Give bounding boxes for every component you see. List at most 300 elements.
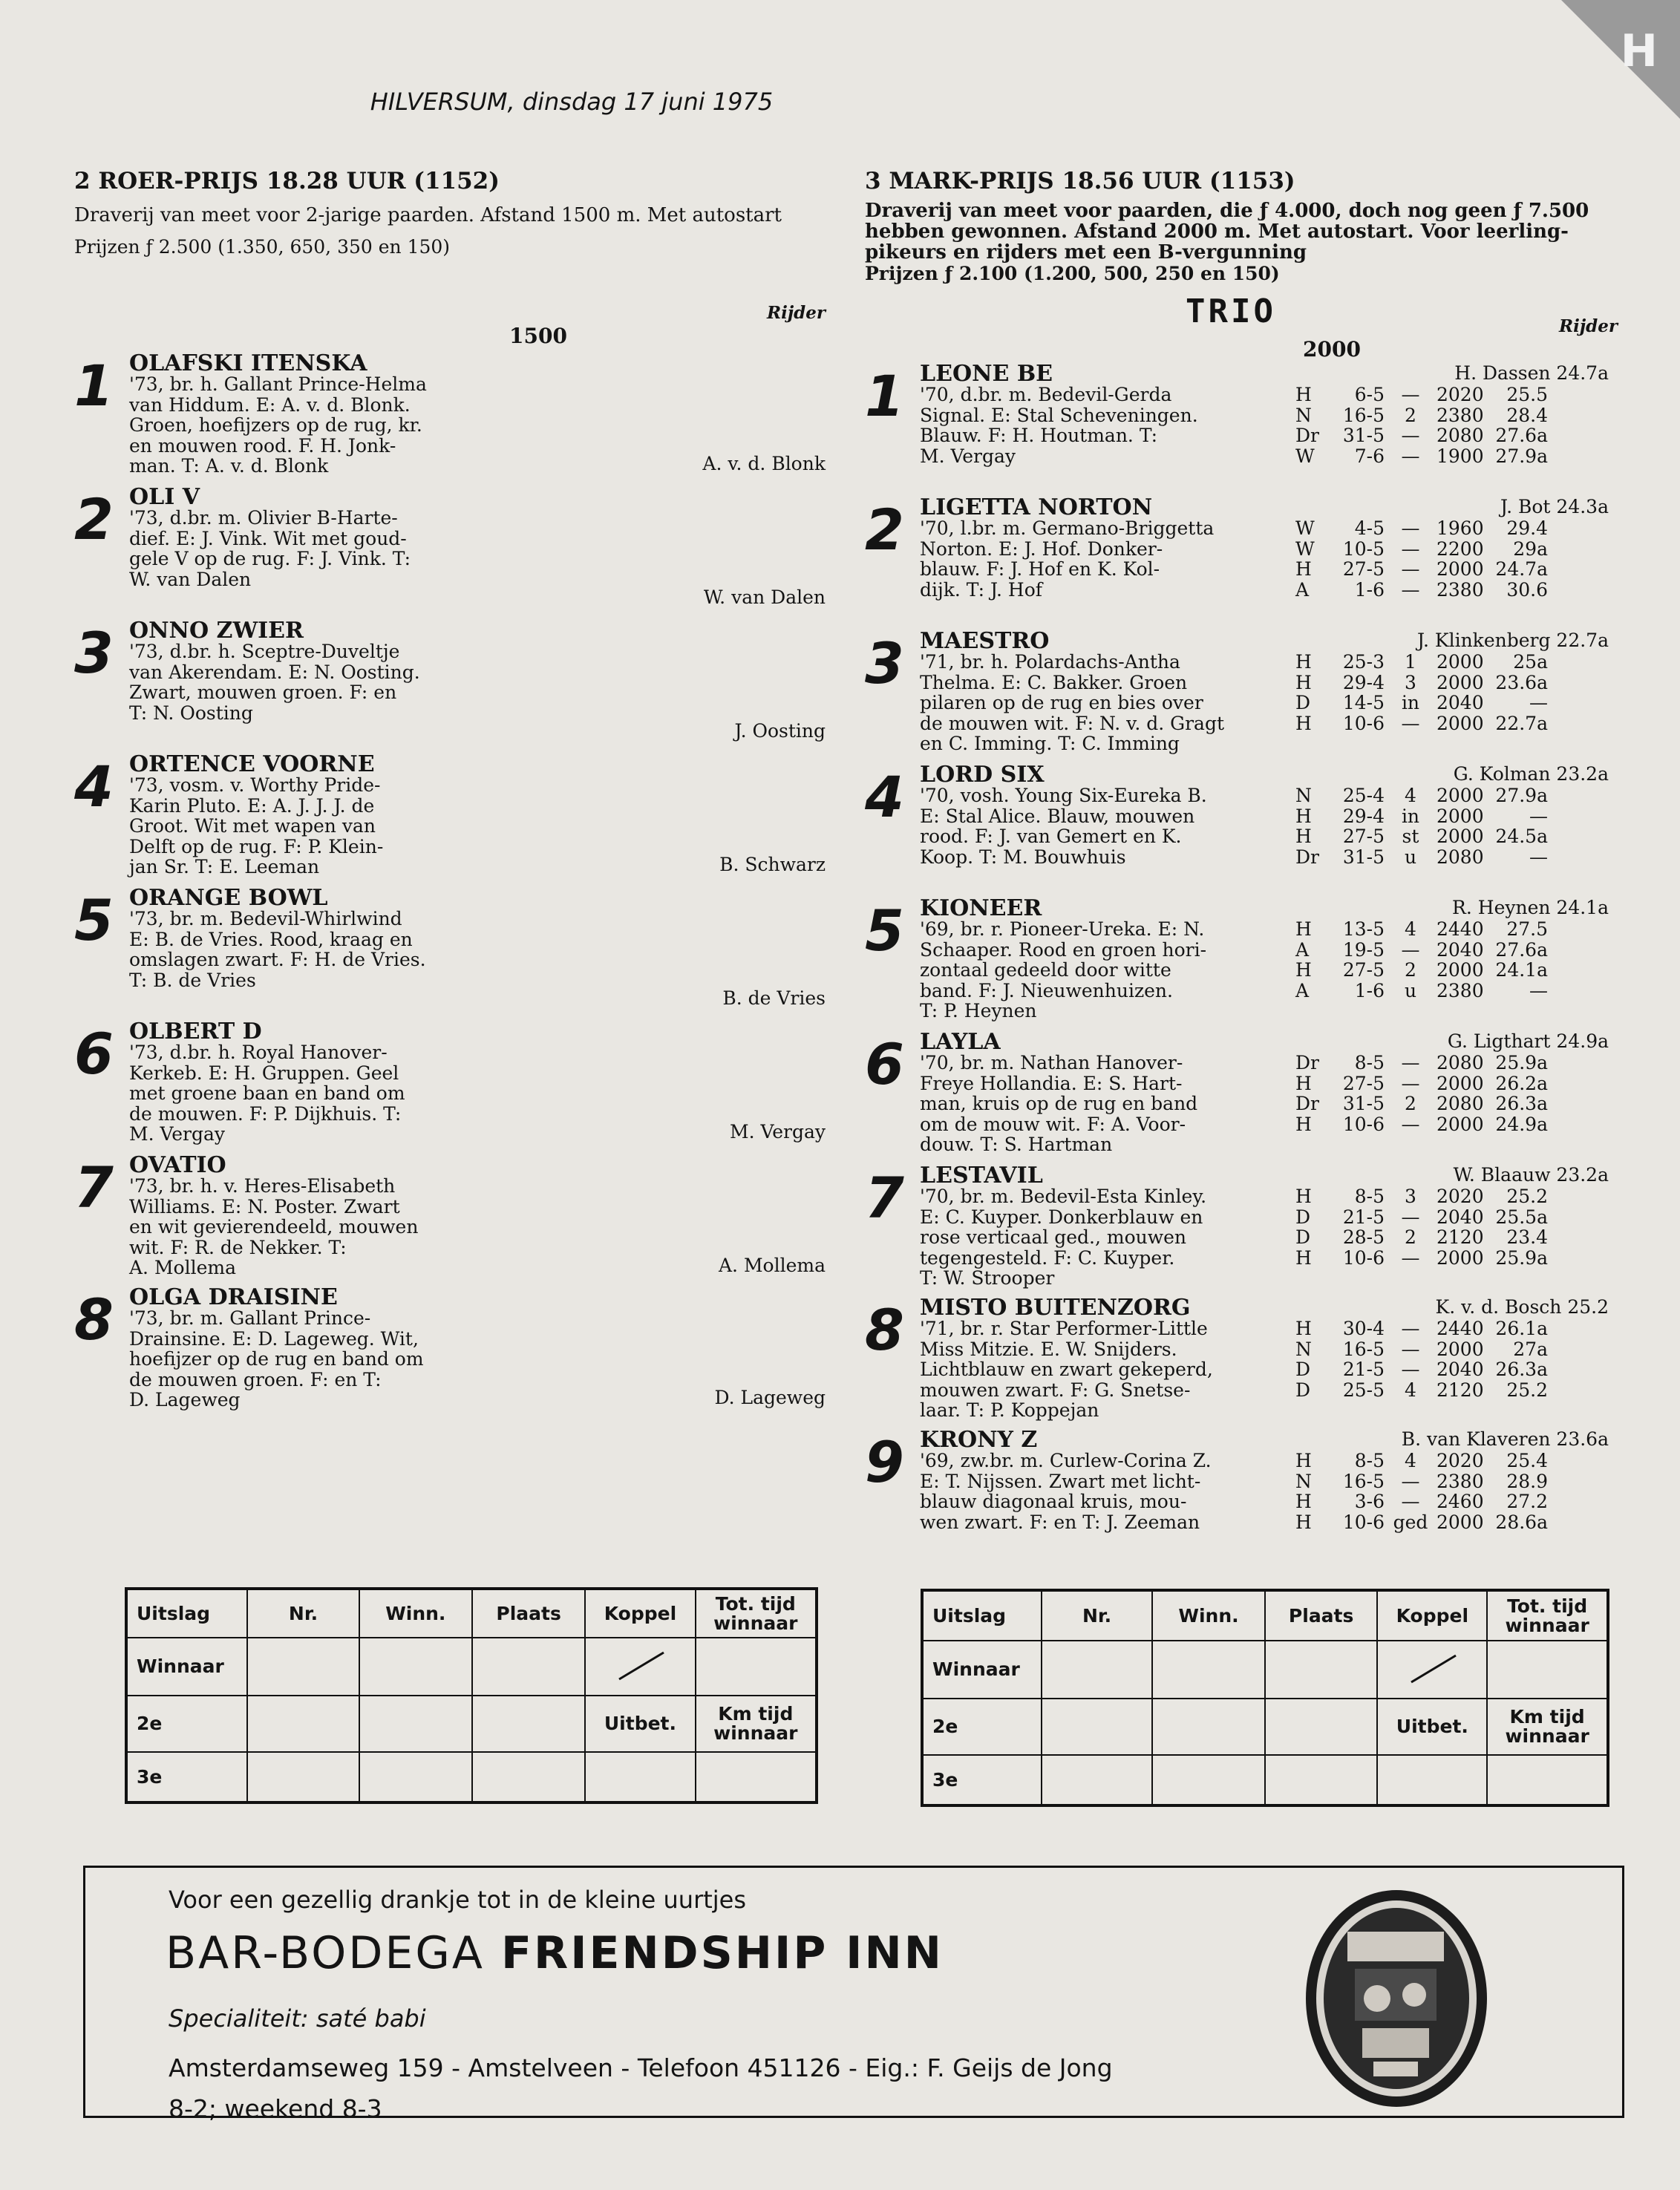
result-cell: W: [1295, 445, 1315, 467]
rider-name: J. Oosting: [734, 720, 826, 742]
result-cell: —: [1401, 445, 1420, 467]
past-results: [1295, 785, 1548, 867]
result-cell: 8-5: [1354, 1450, 1385, 1471]
result-cell: D: [1295, 1359, 1311, 1380]
result-cell: 24.9a: [1495, 1113, 1548, 1135]
result-cell: 3: [1405, 671, 1416, 693]
result-cell: 25a: [1513, 651, 1548, 673]
cell[interactable]: [472, 1696, 585, 1752]
race-3-distance: 2000: [1303, 337, 1361, 362]
result-cell: N: [1295, 1470, 1312, 1492]
result-row: [1295, 673, 1548, 693]
horse-details: '70, vosh. Young Six-Eureka B. E: Stal Alice. Blauw, mouwen rood. F: J. van Gemert en K. Koop. T: M. Bouwhuis: [920, 785, 1207, 868]
result-cell: 14-5: [1342, 692, 1385, 713]
result-cell: 2120: [1437, 1379, 1484, 1401]
past-results: [1295, 1451, 1548, 1532]
horse-details: '70, br. m. Nathan Hanover- Freye Hollandia. E: S. Hart- man, kruis op de rug en band om de mouw wit. F: A. Voor- douw. T: S. Hartman: [920, 1052, 1198, 1155]
col-koppel: Koppel: [1377, 1590, 1487, 1641]
race-2-rider-header: Rijder: [766, 303, 826, 323]
result-cell: 6-5: [1354, 384, 1385, 405]
result-cell: 2000: [1437, 1246, 1484, 1269]
result-cell: 28.9: [1506, 1470, 1548, 1492]
row-3e: 3e: [126, 1752, 247, 1802]
col-plaats: Plaats: [1265, 1590, 1378, 1641]
horse-name: ORANGE BOWL: [129, 885, 328, 911]
rider-name: A. v. d. Blonk: [702, 453, 826, 474]
race-2-distance: 1500: [509, 324, 567, 348]
result-cell: 26.3a: [1495, 1359, 1548, 1380]
result-row: [1295, 960, 1548, 981]
trainer-record: K. v. d. Bosch 25.2: [1435, 1296, 1609, 1318]
uitbet-label: Uitbet.: [585, 1696, 695, 1752]
cell[interactable]: [359, 1638, 472, 1696]
horse-name: OLI V: [129, 484, 200, 510]
result-cell: H: [1295, 918, 1312, 940]
result-row: [1295, 405, 1548, 426]
result-cell: 27-5: [1342, 558, 1385, 580]
result-cell: u: [1404, 846, 1417, 868]
col-nr: Nr.: [247, 1589, 359, 1638]
horse-details: '73, d.br. h. Sceptre-Duveltje van Akerendam. E: N. Oosting. Zwart, mouwen groen. F: en T: N. Oosting: [129, 641, 420, 724]
result-cell: 25.2: [1506, 1379, 1548, 1401]
cell[interactable]: [1042, 1699, 1152, 1755]
result-cell: 2000: [1437, 1338, 1484, 1360]
horse-name: MISTO BUITENZORG: [920, 1295, 1191, 1321]
cell[interactable]: [1265, 1755, 1378, 1805]
result-cell: 2000: [1437, 785, 1484, 806]
result-cell: 2380: [1437, 1470, 1484, 1492]
result-row: [1295, 425, 1548, 446]
result-cell: 25-4: [1342, 785, 1385, 806]
entry-number: 8: [865, 1297, 904, 1363]
horse-name: LORD SIX: [920, 762, 1045, 788]
trainer-record: H. Dassen 24.7a: [1454, 362, 1609, 384]
result-cell: 1: [1405, 651, 1416, 673]
result-cell: 2440: [1437, 1318, 1484, 1339]
km-tijd-label: Km tijd winnaar: [1487, 1699, 1608, 1755]
result-cell: 8-5: [1354, 1052, 1385, 1073]
result-row: [1295, 580, 1548, 601]
result-cell: Dr: [1295, 1093, 1319, 1114]
ad-specialty: Specialiteit: saté babi: [169, 2004, 426, 2033]
entry-number: 7: [865, 1165, 904, 1231]
race-3-column: [865, 168, 1618, 1533]
result-cell: 27.5: [1506, 918, 1548, 940]
horse-name: OVATIO: [129, 1152, 226, 1178]
ad-business-name: [166, 1927, 944, 1979]
result-cell: H: [1295, 1113, 1312, 1135]
result-cell: 1-6: [1354, 578, 1385, 601]
result-cell: N: [1295, 404, 1312, 426]
result-cell: 7-6: [1354, 445, 1385, 467]
result-cell: 2000: [1437, 671, 1484, 693]
result-cell: 2000: [1437, 558, 1484, 580]
rider-name: M. Vergay: [729, 1121, 826, 1143]
result-cell: H: [1295, 1491, 1312, 1512]
cell[interactable]: [1042, 1755, 1152, 1805]
result-cell: 2040: [1437, 1359, 1484, 1380]
result-cell: 27.9a: [1495, 445, 1548, 467]
result-cell: 2: [1405, 1226, 1416, 1248]
result-cell: —: [1401, 1206, 1420, 1228]
result-cell: 2: [1405, 404, 1416, 426]
rider-name: B. Schwarz: [719, 854, 826, 875]
result-cell: 16-5: [1342, 1338, 1385, 1360]
horse-details: '70, br. m. Bedevil-Esta Kinley. E: C. Kuyper. Donkerblauw en rose verticaal ged., mouwen tegengesteld. F: C. Kuyper. T: W. Strooper: [920, 1186, 1207, 1289]
horse-details: '70, d.br. m. Bedevil-Gerda Signal. E: Stal Scheveningen. Blauw. F: H. Houtman. T: M. Vergay: [920, 384, 1198, 467]
result-cell: ged: [1393, 1511, 1428, 1533]
result-cell: N: [1295, 785, 1312, 806]
result-cell: Dr: [1295, 846, 1319, 868]
col-uitslag: Uitslag: [126, 1589, 247, 1638]
result-cell: 10-6: [1342, 1113, 1385, 1135]
entry-number: 1: [865, 363, 904, 429]
result-cell: 25.2: [1506, 1186, 1548, 1207]
trainer-record: G. Ligthart 24.9a: [1447, 1030, 1609, 1052]
result-cell: 4: [1405, 785, 1416, 806]
entry-number: 4: [74, 754, 114, 820]
result-cell: 1960: [1437, 517, 1484, 539]
race-3-description: Draverij van meet voor paarden, die ƒ 4.000, doch nog geen ƒ 7.500 hebben gewonnen. Afstand 2000 m. Met autostart. Voor leerling-pikeurs en rijders met een B-vergunning: [865, 200, 1589, 264]
result-cell: 16-5: [1342, 1470, 1385, 1492]
result-cell: H: [1295, 384, 1312, 405]
result-cell: 3: [1405, 1186, 1416, 1207]
result-cell: 2000: [1437, 1113, 1484, 1135]
result-row: [1295, 806, 1548, 827]
result-table-race-2: [125, 1587, 818, 1804]
result-cell: —: [1401, 537, 1420, 560]
result-cell: 25.9a: [1495, 1052, 1548, 1073]
rider-name: B. de Vries: [722, 987, 826, 1009]
cell[interactable]: [1042, 1641, 1152, 1699]
result-row: [1295, 847, 1548, 868]
result-cell: 2000: [1437, 959, 1484, 981]
result-cell: 30.6: [1506, 578, 1548, 601]
entry-number: 3: [74, 620, 114, 686]
horse-name: ONNO ZWIER: [129, 618, 304, 644]
result-cell: 2000: [1437, 1511, 1484, 1533]
result-row: [1295, 1186, 1548, 1207]
horse-details: '71, br. r. Star Performer-Little Miss Mitzie. E. W. Snijders. Lichtblauw en zwart gekeperd, mouwen zwart. F: G. Snetse- laar. T: P. Koppejan: [920, 1318, 1213, 1421]
horse-details: '69, br. r. Pioneer-Ureka. E: N. Schaaper. Rood en groen hori- zontaal gedeeld door witte band. F: J. Nieuwenhuizen. T: P. Heynen: [920, 918, 1207, 1022]
horse-name: ORTENCE VOORNE: [129, 751, 375, 777]
col-tot-tijd: Tot. tijd winnaar: [696, 1589, 817, 1638]
result-row: [1295, 1318, 1548, 1339]
cell[interactable]: [472, 1752, 585, 1802]
result-cell: Dr: [1295, 1052, 1319, 1073]
cell[interactable]: [1487, 1641, 1608, 1699]
diagonal-cell: [1377, 1641, 1487, 1699]
result-cell: 2460: [1437, 1491, 1484, 1512]
result-cell: 1-6: [1354, 979, 1385, 1001]
cell[interactable]: [472, 1638, 585, 1696]
result-cell: 2: [1405, 1093, 1416, 1114]
result-cell: D: [1295, 692, 1311, 713]
entry-number: 5: [865, 898, 904, 964]
entry-number: 1: [74, 353, 114, 419]
diagonal-cell: [585, 1638, 695, 1696]
cell[interactable]: [1265, 1699, 1378, 1755]
result-cell: 28.6a: [1495, 1511, 1548, 1533]
result-cell: 4: [1405, 918, 1416, 940]
result-cell: 2380: [1437, 578, 1484, 601]
result-cell: 2020: [1437, 384, 1484, 405]
result-cell: D: [1295, 1206, 1311, 1228]
result-cell: 24.7a: [1495, 558, 1548, 580]
past-results: [1295, 385, 1548, 466]
past-results: [1295, 919, 1548, 1001]
result-cell: 29.4: [1506, 517, 1548, 539]
result-cell: 31-5: [1342, 846, 1385, 868]
result-cell: 4-5: [1354, 517, 1385, 539]
row-3e: 3e: [922, 1755, 1042, 1805]
race-3-title: 3 MARK-PRIJS 18.56 UUR (1153): [865, 168, 1295, 195]
col-nr: Nr.: [1042, 1590, 1152, 1641]
past-results: [1295, 652, 1548, 733]
result-row: [1295, 1073, 1548, 1094]
result-cell: 31-5: [1342, 1093, 1385, 1114]
ad-name-light: BAR-BODEGA: [166, 1927, 485, 1979]
result-cell: —: [1401, 517, 1420, 539]
result-cell: 26.2a: [1495, 1072, 1548, 1094]
horse-name: KIONEER: [920, 895, 1042, 921]
cell[interactable]: [247, 1696, 359, 1752]
result-row: [1295, 1227, 1548, 1248]
entry-number: 8: [74, 1287, 114, 1353]
result-cell: u: [1404, 979, 1417, 1001]
result-cell: H: [1295, 1186, 1312, 1207]
entry-number: 2: [865, 497, 904, 563]
cell[interactable]: [696, 1638, 817, 1696]
result-cell: 27a: [1513, 1338, 1548, 1360]
result-cell: W: [1295, 537, 1315, 560]
result-cell: —: [1529, 805, 1548, 827]
result-row: [1295, 1471, 1548, 1492]
row-2e: 2e: [922, 1699, 1042, 1755]
result-cell: 16-5: [1342, 404, 1385, 426]
result-cell: —: [1401, 558, 1420, 580]
cell[interactable]: [1152, 1755, 1265, 1805]
result-cell: 2000: [1437, 651, 1484, 673]
trio-label: TRIO: [1186, 292, 1276, 330]
result-row: [1295, 1248, 1548, 1269]
result-cell: —: [1401, 1338, 1420, 1360]
race-2-title: 2 ROER-PRIJS 18.28 UUR (1152): [74, 168, 500, 195]
result-row: [1295, 713, 1548, 734]
result-row: [1295, 1094, 1548, 1114]
entry-number: 3: [865, 630, 904, 696]
result-row: [1295, 1114, 1548, 1135]
cell[interactable]: [1487, 1755, 1608, 1805]
entry-number: 4: [865, 764, 904, 830]
horse-name: OLBERT D: [129, 1019, 262, 1045]
result-cell: —: [1401, 938, 1420, 961]
result-cell: 25-3: [1342, 651, 1385, 673]
result-cell: 27-5: [1342, 1072, 1385, 1094]
result-cell: 2000: [1437, 712, 1484, 734]
result-cell: 25.9a: [1495, 1246, 1548, 1269]
result-cell: 19-5: [1342, 938, 1385, 961]
cell[interactable]: [247, 1752, 359, 1802]
result-cell: H: [1295, 805, 1312, 827]
result-cell: D: [1295, 1379, 1311, 1401]
result-cell: H: [1295, 1318, 1312, 1339]
horse-details: '71, br. h. Polardachs-Antha Thelma. E: C. Bakker. Groen pilaren op de rug en bies over de mouwen wit. F: N. v. d. Gragt en C. Imming. T: C. Imming: [920, 651, 1224, 754]
trainer-record: W. Blaauw 23.2a: [1453, 1164, 1609, 1186]
result-cell: —: [1401, 1491, 1420, 1512]
entry-number: 2: [74, 486, 114, 552]
result-row: [1295, 385, 1548, 405]
result-cell: —: [1401, 712, 1420, 734]
result-cell: 2000: [1437, 805, 1484, 827]
trainer-record: J. Bot 24.3a: [1500, 496, 1609, 517]
row-winnaar: Winnaar: [922, 1641, 1042, 1699]
result-cell: 2000: [1437, 826, 1484, 847]
entry-number: 6: [865, 1031, 904, 1097]
result-cell: in: [1401, 805, 1420, 827]
result-cell: 23.6a: [1495, 671, 1548, 693]
result-row: [1295, 693, 1548, 713]
horse-name: LAYLA: [920, 1029, 1001, 1055]
result-cell: 29a: [1513, 537, 1548, 560]
race-2-description: Draverij van meet voor 2-jarige paarden. Afstand 1500 m. Met autostart: [74, 204, 782, 226]
horse-details: '73, br. h. v. Heres-Elisabeth Williams. E: N. Poster. Zwart en wit gevierendeeld, mouwen wit. F: R. de Nekker. T: A. Mollema: [129, 1175, 419, 1278]
horse-details: '73, vosm. v. Worthy Pride- Karin Pluto. E: A. J. J. J. de Groot. Wit met wapen van Delft op de rug. F: P. Klein- jan Sr. T: E. Leeman: [129, 774, 384, 877]
result-cell: 23.4: [1506, 1226, 1548, 1248]
horse-details: '73, br. m. Bedevil-Whirlwind E: B. de Vries. Rood, kraag en omslagen zwart. F: H. de Vries. T: B. de Vries: [129, 908, 426, 991]
result-row: [1295, 981, 1548, 1001]
race-2-prizes: Prijzen ƒ 2.500 (1.350, 650, 350 en 150): [74, 236, 451, 258]
col-uitslag: Uitslag: [922, 1590, 1042, 1641]
result-cell: 27.6a: [1495, 938, 1548, 961]
result-cell: H: [1295, 651, 1312, 673]
cell[interactable]: [1152, 1641, 1265, 1699]
ad-address: Amsterdamseweg 159 - Amstelveen - Telefoon 451126 - Eig.: F. Geijs de Jong: [169, 2053, 1113, 2082]
result-cell: 4: [1405, 1450, 1416, 1471]
cell[interactable]: [359, 1752, 472, 1802]
result-cell: 30-4: [1342, 1318, 1385, 1339]
result-cell: 21-5: [1342, 1206, 1385, 1228]
result-cell: 27.9a: [1495, 785, 1548, 806]
result-cell: H: [1295, 826, 1312, 847]
race-3-prizes: Prijzen ƒ 2.100 (1.200, 500, 250 en 150): [865, 263, 1280, 284]
result-cell: 2040: [1437, 938, 1484, 961]
result-cell: —: [1529, 846, 1548, 868]
result-row: [1295, 559, 1548, 580]
result-cell: H: [1295, 959, 1312, 981]
result-row: [1295, 1359, 1548, 1380]
result-cell: 4: [1405, 1379, 1416, 1401]
col-winn: Winn.: [1152, 1590, 1265, 1641]
result-cell: 26.3a: [1495, 1093, 1548, 1114]
trainer-record: G. Kolman 23.2a: [1453, 763, 1609, 785]
result-cell: 25-5: [1342, 1379, 1385, 1401]
col-koppel: Koppel: [585, 1589, 695, 1638]
result-row: [1295, 919, 1548, 940]
result-cell: 25.5a: [1495, 1206, 1548, 1228]
ad-name-bold: FRIENDSHIP INN: [501, 1927, 944, 1979]
horse-name: MAESTRO: [920, 628, 1050, 654]
result-cell: H: [1295, 1246, 1312, 1269]
row-winnaar: Winnaar: [126, 1638, 247, 1696]
result-row: [1295, 1451, 1548, 1471]
horse-details: '69, zw.br. m. Curlew-Corina Z. E: T. Nijssen. Zwart met licht- blauw diagonaal kruis, mou- wen zwart. F: en T: J. Zeeman: [920, 1450, 1212, 1533]
horse-name: OLAFSKI ITENSKA: [129, 350, 367, 376]
result-cell: —: [1401, 384, 1420, 405]
result-cell: —: [1401, 1072, 1420, 1094]
cell[interactable]: [1152, 1699, 1265, 1755]
entry-number: 6: [74, 1021, 114, 1087]
ad-hours: 8-2; weekend 8-3: [169, 2094, 382, 2123]
cell[interactable]: [359, 1696, 472, 1752]
horse-name: LESTAVIL: [920, 1163, 1043, 1189]
past-results: [1295, 1053, 1548, 1134]
cell[interactable]: [696, 1752, 817, 1802]
race-3-rider-header: Rijder: [1558, 316, 1618, 336]
entry-number: 9: [865, 1429, 904, 1495]
result-cell: st: [1402, 826, 1419, 847]
horse-name: LEONE BE: [920, 361, 1053, 387]
tavern-seal-icon: [1303, 1887, 1490, 2110]
result-table-race-3: [921, 1589, 1609, 1807]
result-cell: H: [1295, 558, 1312, 580]
result-cell: 22.7a: [1495, 712, 1548, 734]
result-cell: 1900: [1437, 445, 1484, 467]
trainer-record: R. Heynen 24.1a: [1452, 897, 1609, 918]
result-cell: 2200: [1437, 537, 1484, 560]
result-cell: D: [1295, 1226, 1311, 1248]
col-tot-tijd: Tot. tijd winnaar: [1487, 1590, 1608, 1641]
result-cell: H: [1295, 1511, 1312, 1533]
past-results: [1295, 1318, 1548, 1400]
cell[interactable]: [1265, 1641, 1378, 1699]
result-cell: 13-5: [1342, 918, 1385, 940]
cell[interactable]: [585, 1752, 695, 1802]
result-cell: 10-6: [1342, 1511, 1385, 1533]
result-cell: —: [1401, 1318, 1420, 1339]
cell[interactable]: [247, 1638, 359, 1696]
rider-name: W. van Dalen: [703, 586, 826, 608]
entry-number: 5: [74, 887, 114, 953]
result-row: [1295, 1380, 1548, 1401]
result-cell: 26.1a: [1495, 1318, 1548, 1339]
result-cell: H: [1295, 671, 1312, 693]
result-row: [1295, 1053, 1548, 1073]
advertisement: [83, 1866, 1624, 2123]
result-cell: 2040: [1437, 692, 1484, 713]
col-winn: Winn.: [359, 1589, 472, 1638]
page-header: HILVERSUM, dinsdag 17 juni 1975: [370, 88, 774, 116]
result-row: [1295, 652, 1548, 673]
result-cell: 29-4: [1342, 671, 1385, 693]
result-cell: 2080: [1437, 1093, 1484, 1114]
corner-letter: H: [1620, 25, 1658, 77]
result-cell: 2120: [1437, 1226, 1484, 1248]
horse-details: '73, d.br. m. Olivier B-Harte- dief. E: J. Vink. Wit met goud- gele V op de rug. F: J. Vink. T: W. van Dalen: [129, 507, 411, 590]
result-cell: —: [1401, 1246, 1420, 1269]
result-cell: 24.1a: [1495, 959, 1548, 981]
result-cell: 2380: [1437, 979, 1484, 1001]
cell[interactable]: [1377, 1755, 1487, 1805]
result-cell: 8-5: [1354, 1186, 1385, 1207]
ad-intro: Voor een gezellig drankje tot in de kleine uurtjes: [169, 1886, 747, 1914]
result-cell: 10-6: [1342, 1246, 1385, 1269]
result-row: [1295, 1339, 1548, 1360]
result-cell: A: [1295, 979, 1310, 1001]
result-cell: —: [1529, 692, 1548, 713]
result-cell: 2080: [1437, 1052, 1484, 1073]
result-cell: 2: [1405, 959, 1416, 981]
